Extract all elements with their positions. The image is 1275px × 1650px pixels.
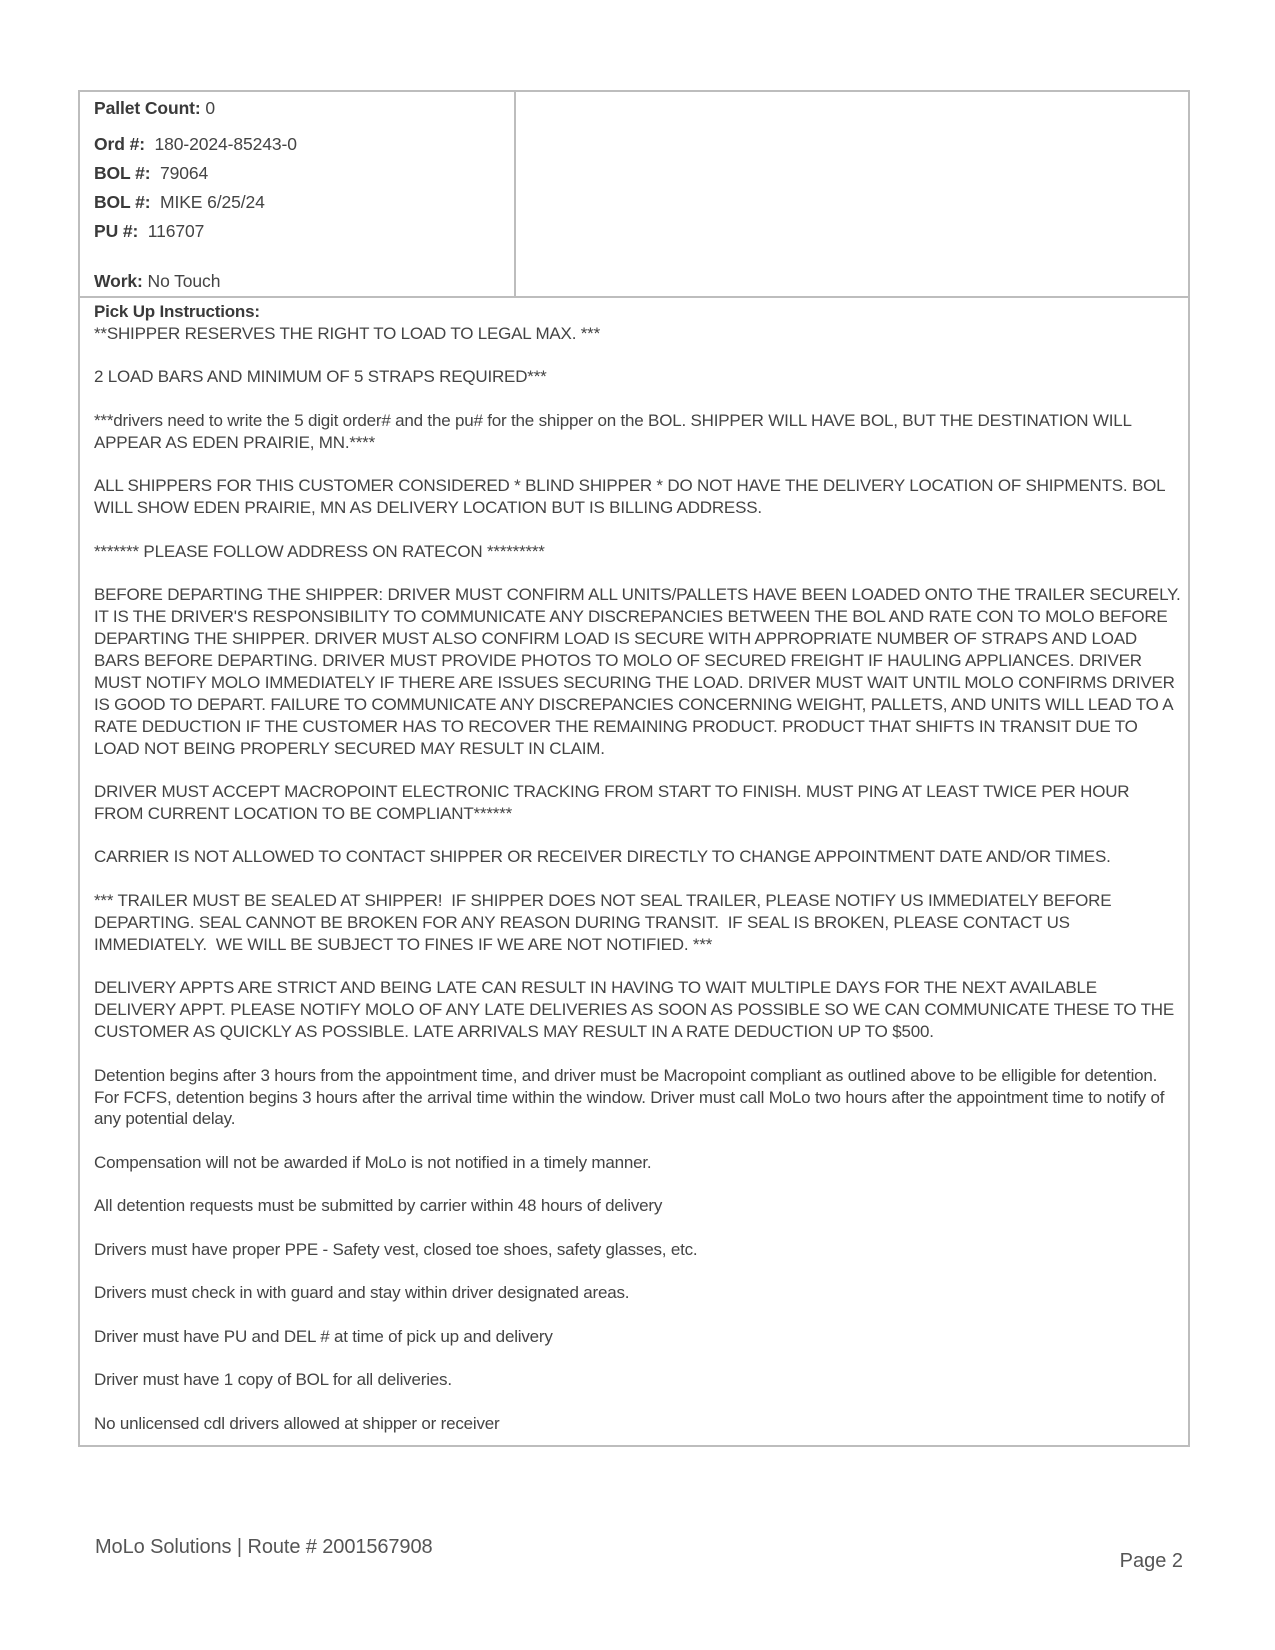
pickup-instructions-heading: Pick Up Instructions: (94, 302, 260, 321)
instruction-paragraph: Drivers must have proper PPE - Safety vest, closed toe shoes, safety glasses, etc. (94, 1239, 698, 1259)
pallet-count-label: Pallet Count: (94, 98, 201, 118)
details-cell (80, 92, 516, 296)
work-type (94, 267, 514, 296)
details-row (80, 92, 1188, 298)
bol-number-1-label: BOL #: (94, 163, 151, 183)
instruction-paragraph: All detention requests must be submitted by carrier within 48 hours of delivery (94, 1196, 663, 1216)
order-number (94, 130, 514, 159)
instruction-paragraph: Driver must have 1 copy of BOL for all deliveries. (94, 1370, 452, 1390)
instruction-paragraph: No unlicensed cdl drivers allowed at shipper or receiver (94, 1413, 500, 1433)
instruction-paragraph: ******* PLEASE FOLLOW ADDRESS ON RATECON ********* (94, 541, 545, 561)
bol-number-2-value: MIKE 6/25/24 (150, 192, 265, 212)
footer-company-route: MoLo Solutions | Route # 2001567908 (95, 1536, 433, 1558)
order-number-label: Ord #: (94, 134, 145, 154)
instruction-paragraph: **SHIPPER RESERVES THE RIGHT TO LOAD TO LEGAL MAX. *** (94, 323, 600, 343)
bol-number-2-label: BOL #: (94, 192, 151, 212)
instruction-paragraph: ALL SHIPPERS FOR THIS CUSTOMER CONSIDERED * BLIND SHIPPER * DO NOT HAVE THE DELIVERY LOCATION OF SHIPMENTS. BOL WILL SHOW EDEN PRAIRIE, MN AS DELIVERY LOCATION BUT IS BILLING ADDRESS. (94, 476, 1170, 518)
work-type-label: Work: (94, 271, 143, 291)
instruction-paragraph: Compensation will not be awarded if MoLo is not notified in a timely manner. (94, 1152, 652, 1172)
pallet-count-value: 0 (200, 98, 216, 118)
pu-number-value: 116707 (138, 221, 205, 241)
instruction-paragraph: Detention begins after 3 hours from the appointment time, and driver must be Macropoint compliant as outlined above to be elligible for detention. For FCFS, detention begins 3 hours after the arrival time within the window. Driver must call MoLo two hours after the appointment time to notify of any potential delay. (94, 1065, 1169, 1129)
empty-details-cell (516, 92, 1188, 296)
instruction-paragraph: DRIVER MUST ACCEPT MACROPOINT ELECTRONIC TRACKING FROM START TO FINISH. MUST PING AT LEAST TWICE PER HOUR FROM CURRENT LOCATION TO BE COMPLIANT****** (94, 782, 1134, 823)
pallet-count (94, 94, 514, 123)
instruction-paragraph: ***drivers need to write the 5 digit order# and the pu# for the shipper on the BOL. SHIPPER WILL HAVE BOL, BUT THE DESTINATION WILL APPEAR AS EDEN PRAIRIE, MN.**** (94, 410, 1135, 452)
pu-number (94, 217, 514, 246)
instruction-paragraph: Drivers must check in with guard and stay within driver designated areas. (94, 1283, 630, 1303)
order-number-value: 180-2024-85243-0 (144, 134, 297, 154)
bol-number-1-value: 79064 (150, 163, 209, 183)
instruction-paragraph: DELIVERY APPTS ARE STRICT AND BEING LATE CAN RESULT IN HAVING TO WAIT MULTIPLE DAYS FOR THE NEXT AVAILABLE DELIVERY APPT. PLEASE NOTIFY MOLO OF ANY LATE DELIVERIES AS SOON AS POSSIBLE SO WE CAN COMMUNICATE THESE TO THE CUSTOMER AS QUICKLY AS POSSIBLE. LATE ARRIVALS MAY RESULT IN A RATE DEDUCTION UP TO $500. (94, 978, 1179, 1042)
footer-page-number: Page 2 (1119, 1550, 1183, 1572)
work-type-value: No Touch (142, 271, 221, 291)
pickup-instructions (80, 298, 1188, 1445)
instruction-paragraph: 2 LOAD BARS AND MINIMUM OF 5 STRAPS REQUIRED*** (94, 367, 547, 387)
instruction-paragraph: BEFORE DEPARTING THE SHIPPER: DRIVER MUST CONFIRM ALL UNITS/PALLETS HAVE BEEN LOADED ONTO THE TRAILER SECURELY. IT IS THE DRIVER'S RESPONSIBILITY TO COMMUNICATE ANY DISCREPANCIES BETWEEN THE BOL AND RATE CON TO MOLO BEFORE DEPARTING THE SHIPPER. DRIVER MUST ALSO CONFIRM LOAD IS SECURE WITH APPROPRIATE NUMBER OF STRAPS AND LOAD BARS BEFORE DEPARTING. DRIVER MUST PROVIDE PHOTOS TO MOLO OF SECURED FREIGHT IF HAULING APPLIANCES. DRIVER MUST NOTIFY MOLO IMMEDIATELY IF THERE ARE ISSUES SECURING THE LOAD. DRIVER MUST WAIT UNTIL MOLO CONFIRMS DRIVER IS GOOD TO DEPART. FAILURE TO COMMUNICATE ANY DISCREPANCIES CONCERNING WEIGHT, PALLETS, AND UNITS WILL LEAD TO A RATE DEDUCTION IF THE CUSTOMER HAS TO RECOVER THE REMAINING PRODUCT. PRODUCT THAT SHIFTS IN TRANSIT DUE TO LOAD NOT BEING PROPERLY SECURED MAY RESULT IN CLAIM. (94, 585, 1186, 758)
instruction-paragraph: Driver must have PU and DEL # at time of pick up and delivery (94, 1326, 553, 1346)
bol-number-2 (94, 188, 514, 217)
instruction-paragraphs (94, 323, 1186, 1435)
instruction-paragraph: *** TRAILER MUST BE SEALED AT SHIPPER! IF SHIPPER DOES NOT SEAL TRAILER, PLEASE NOTIFY US IMMEDIATELY BEFORE DEPARTING. SEAL CANNOT BE BROKEN FOR ANY REASON DURING TRANSIT. IF SEAL IS BROKEN, PLEASE CONTACT US IMMEDIATELY. WE WILL BE SUBJECT TO FINES IF WE ARE NOT NOTIFIED. *** (94, 890, 1116, 954)
load-details-table (78, 90, 1190, 1447)
instruction-paragraph: CARRIER IS NOT ALLOWED TO CONTACT SHIPPER OR RECEIVER DIRECTLY TO CHANGE APPOINTMENT DATE AND/OR TIMES. (94, 847, 1111, 867)
bol-number-1 (94, 159, 514, 188)
pu-number-label: PU #: (94, 221, 139, 241)
